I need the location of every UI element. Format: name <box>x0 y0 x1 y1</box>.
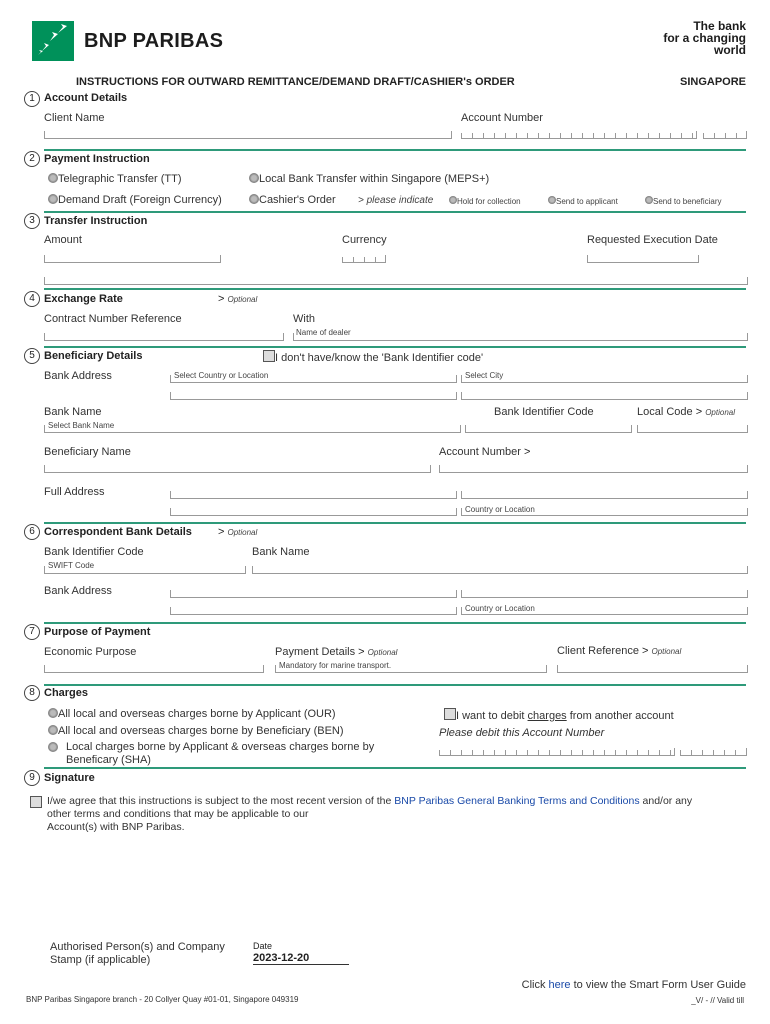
client-ref-field[interactable] <box>557 665 748 673</box>
section-title: Beneficiary Details <box>44 350 143 362</box>
radio-icon <box>249 194 259 204</box>
section-number: 7 <box>24 624 40 640</box>
guide-link[interactable]: here <box>548 979 571 991</box>
exec-date-label: Requested Execution Date <box>587 234 718 246</box>
radio-icon <box>48 173 58 183</box>
radio-co[interactable] <box>249 194 336 207</box>
checkbox-icon <box>30 796 42 808</box>
debit-account-suffix-field[interactable] <box>680 748 747 756</box>
amount-words-field[interactable] <box>44 277 748 285</box>
account-number-field[interactable] <box>461 131 697 139</box>
section-number: 3 <box>24 213 40 229</box>
date-label: Date <box>253 941 273 951</box>
date-value[interactable]: 2023-12-20 <box>253 952 349 965</box>
full-address-label: Full Address <box>44 486 105 498</box>
account-number-label: Account Number <box>461 112 543 124</box>
bank-address-label: Bank Address <box>44 370 112 382</box>
marine-note: Mandatory for marine transport. <box>279 661 392 670</box>
section-title: Correspondent Bank Details <box>44 526 192 538</box>
ben-account-text: Account Number <box>439 446 521 458</box>
agree-pre: I/we agree that this instructions is subject to the most recent version of the <box>47 795 395 807</box>
account-number-suffix-field[interactable] <box>703 131 747 139</box>
radio-send-beneficiary[interactable] <box>645 195 722 207</box>
radio-meps-label: Local Bank Transfer within Singapore (MEPS+) <box>259 173 490 185</box>
select-country-placeholder: Select Country or Location <box>174 371 269 380</box>
checkbox-icon <box>444 708 456 720</box>
bank-address-line-2[interactable] <box>461 392 748 400</box>
auth-line-2: Stamp (if applicable) <box>50 954 151 966</box>
client-name-field[interactable] <box>44 131 452 139</box>
debit-account-label: Please debit this Account Number <box>439 727 605 739</box>
radio-icon <box>48 742 58 752</box>
optional-text: Optional <box>227 528 258 537</box>
corr-bank-name-field[interactable] <box>252 566 748 574</box>
no-bic-checkbox[interactable] <box>263 350 483 365</box>
radio-icon <box>449 196 457 204</box>
bank-address-line-1[interactable] <box>170 392 457 400</box>
agree-line-3: Account(s) with BNP Paribas. <box>47 821 185 833</box>
radio-ben[interactable] <box>48 725 344 738</box>
economic-purpose-label: Economic Purpose <box>44 646 137 658</box>
sha-line-1: Local charges borne by Applicant & overseas charges borne by <box>66 741 375 753</box>
radio-sha[interactable] <box>48 742 58 755</box>
no-bic-label: I don't have/know the 'Bank Identifier code' <box>275 352 484 364</box>
debit-account-field[interactable] <box>439 748 675 756</box>
section-title: Account Details <box>44 92 128 104</box>
radio-our-label: All local and overseas charges borne by Applicant (OUR) <box>58 708 336 720</box>
terms-link[interactable]: BNP Paribas General Banking Terms and Conditions <box>394 795 640 807</box>
select-city-placeholder: Select City <box>465 371 504 380</box>
section-divider <box>44 767 746 769</box>
radio-sha-label <box>66 741 374 767</box>
contract-label: Contract Number Reference <box>44 313 182 325</box>
agree-text <box>47 795 692 834</box>
bic-label: Bank Identifier Code <box>494 406 594 418</box>
radio-icon <box>548 196 556 204</box>
guide-text <box>522 979 746 991</box>
select-bank-placeholder: Select Bank Name <box>48 421 115 430</box>
section-title: Charges <box>44 687 89 699</box>
tagline-line-1: The bank <box>693 19 746 33</box>
sha-line-2: Beneficary (SHA) <box>66 754 151 766</box>
section-number: 4 <box>24 291 40 307</box>
currency-field[interactable] <box>342 255 386 263</box>
section-divider <box>44 684 746 686</box>
section-number: 1 <box>24 91 40 107</box>
select-city-field[interactable] <box>461 375 748 383</box>
radio-tt-label: Telegraphic Transfer (TT) <box>58 173 182 185</box>
section-number: 6 <box>24 524 40 540</box>
valid-till: _V/ - // Valid till <box>691 996 744 1005</box>
debit-other-checkbox[interactable] <box>444 708 674 723</box>
corr-bic-label: Bank Identifier Code <box>44 546 144 558</box>
radio-dd-label: Demand Draft (Foreign Currency) <box>58 194 222 206</box>
currency-label: Currency <box>342 234 387 246</box>
form-title: INSTRUCTIONS FOR OUTWARD REMITTANCE/DEMAND DRAFT/CASHIER's ORDER <box>76 76 515 88</box>
radio-ben-label: All local and overseas charges borne by Beneficiary (BEN) <box>58 725 344 737</box>
radio-icon <box>249 173 259 183</box>
agree-line-2: other terms and conditions that may be applicable to our <box>47 808 309 820</box>
corr-address-line-1[interactable] <box>170 590 457 598</box>
ben-account-field[interactable] <box>439 465 748 473</box>
full-address-line-1[interactable] <box>170 491 457 499</box>
swift-placeholder: SWIFT Code <box>48 561 95 570</box>
amount-label: Amount <box>44 234 82 246</box>
authorised-label <box>50 941 225 967</box>
guide-post: to view the Smart Form User Guide <box>570 979 746 991</box>
optional-text: Optional <box>227 295 258 304</box>
branch-address: BNP Paribas Singapore branch - 20 Collyer Quay #01-01, Singapore 049319 <box>26 995 299 1004</box>
section-title: Payment Instruction <box>44 153 150 165</box>
agree-line-1 <box>47 795 692 808</box>
with-label: With <box>293 313 315 325</box>
local-code-text: Local Code <box>637 406 693 418</box>
section-divider <box>44 522 746 524</box>
radio-icon <box>48 194 58 204</box>
corr-bank-name-label: Bank Name <box>252 546 310 558</box>
agree-checkbox[interactable] <box>30 796 42 811</box>
section-divider <box>44 346 746 348</box>
client-ref-label: Client Reference > Optional <box>557 645 682 657</box>
optional-note: > Optional <box>218 526 258 538</box>
radio-meps[interactable] <box>249 173 489 186</box>
radio-our[interactable] <box>48 708 336 721</box>
section-number: 2 <box>24 151 40 167</box>
optional-text: Optional <box>367 648 398 657</box>
radio-send-applicant-label: Send to applicant <box>556 197 618 206</box>
local-code-field[interactable] <box>637 425 748 433</box>
radio-tt[interactable] <box>48 173 181 186</box>
checkbox-icon <box>263 350 275 362</box>
client-ref-text: Client Reference <box>557 645 639 657</box>
ben-country-placeholder: Country or Location <box>465 505 535 514</box>
section-title: Transfer Instruction <box>44 215 148 227</box>
section-title: Exchange Rate <box>44 293 123 305</box>
full-address-line-2[interactable] <box>461 491 748 499</box>
section-divider <box>44 622 746 624</box>
radio-send-applicant[interactable] <box>548 195 618 207</box>
radio-icon <box>645 196 653 204</box>
section-title: Signature <box>44 772 95 784</box>
agree-post: and/or any <box>639 795 693 807</box>
debit-other-label <box>456 710 674 722</box>
radio-send-beneficiary-label: Send to beneficiary <box>653 197 722 206</box>
payment-details-label: Payment Details > Optional <box>275 646 398 658</box>
section-divider <box>44 149 746 151</box>
tagline-line-3: world <box>714 43 746 57</box>
please-indicate-note: > please indicate <box>358 195 434 206</box>
bank-name-label: Bank Name <box>44 406 102 418</box>
beneficiary-name-label: Beneficiary Name <box>44 446 131 458</box>
section-number: 9 <box>24 770 40 786</box>
brand-logo <box>32 21 74 61</box>
brand-name: BNP PARIBAS <box>84 30 224 52</box>
section-number: 5 <box>24 348 40 364</box>
radio-co-label: Cashier's Order <box>259 194 336 206</box>
corr-country-placeholder: Country or Location <box>465 604 535 613</box>
economic-purpose-field[interactable] <box>44 665 264 673</box>
corr-address-line-3[interactable] <box>170 607 457 615</box>
section-title: Purpose of Payment <box>44 626 151 638</box>
section-divider <box>44 211 746 213</box>
radio-dd[interactable] <box>48 194 222 207</box>
dealer-placeholder: Name of dealer <box>296 328 351 337</box>
contract-field[interactable] <box>44 333 284 341</box>
debit-post: from another account <box>566 710 674 722</box>
optional-note: > Optional <box>218 293 258 305</box>
exec-date-field[interactable] <box>587 255 699 263</box>
radio-hold-label: Hold for collection <box>457 197 521 206</box>
brand-tagline <box>663 20 746 56</box>
optional-text: Optional <box>651 647 682 656</box>
full-address-line-3[interactable] <box>170 508 457 516</box>
radio-icon <box>48 725 58 735</box>
dealer-field[interactable] <box>293 333 748 341</box>
ben-account-label: Account Number > <box>439 446 531 458</box>
section-divider <box>44 288 746 290</box>
beneficiary-name-field[interactable] <box>44 465 431 473</box>
amount-field[interactable] <box>44 255 221 263</box>
auth-line-1: Authorised Person(s) and Company <box>50 941 225 953</box>
corr-bank-address-label: Bank Address <box>44 585 112 597</box>
bic-field[interactable] <box>465 425 632 433</box>
country-label: SINGAPORE <box>679 76 746 88</box>
radio-icon <box>48 708 58 718</box>
client-name-label: Client Name <box>44 112 105 124</box>
corr-address-line-2[interactable] <box>461 590 748 598</box>
guide-pre: Click <box>521 979 549 991</box>
debit-pre: I want to debit <box>456 710 528 722</box>
debit-charges: charges <box>527 710 567 722</box>
optional-text: Optional <box>705 408 735 417</box>
star-birds-icon <box>32 21 74 61</box>
tagline-line-2: for a changing <box>663 31 746 45</box>
radio-hold[interactable] <box>449 195 521 207</box>
section-number: 8 <box>24 685 40 701</box>
local-code-label: Local Code > Optional <box>637 406 735 418</box>
payment-details-text: Payment Details <box>275 646 356 658</box>
